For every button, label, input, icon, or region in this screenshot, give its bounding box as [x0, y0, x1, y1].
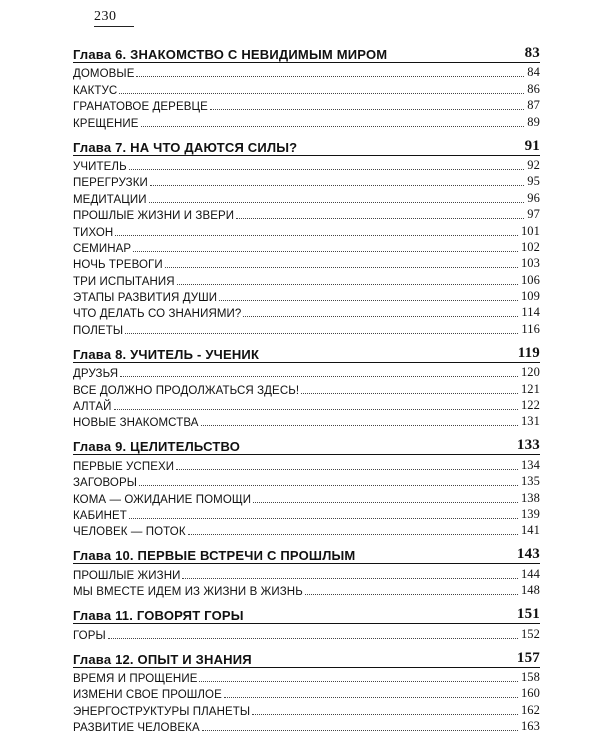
dot-leader [199, 681, 517, 682]
toc-entry [73, 489, 540, 505]
chapter-section [73, 137, 540, 337]
chapter-heading [73, 44, 540, 63]
entry-page-number: 162 [520, 702, 540, 717]
entry-page-number: 106 [520, 272, 540, 287]
entry-page-number: 101 [520, 223, 540, 238]
chapter-title: Глава 10. ПЕРВЫЕ ВСТРЕЧИ С ПРОШЛЫМ [73, 548, 356, 564]
entry-title: ДОМОВЫЕ [73, 68, 135, 81]
entry-page-number: 141 [520, 523, 540, 538]
entry-page-number: 84 [527, 65, 540, 80]
dot-leader [243, 316, 518, 317]
chapter-heading [73, 605, 540, 624]
entry-title: ПЕРВЫЕ УСПЕХИ [73, 460, 175, 473]
chapter-title: Глава 11. ГОВОРЯТ ГОРЫ [73, 608, 244, 624]
toc-entry [73, 565, 540, 581]
entry-page-number: 103 [520, 256, 540, 271]
toc-entry [73, 173, 540, 189]
chapter-page-number: 119 [517, 344, 540, 361]
entry-title: ВРЕМЯ И ПРОЩЕНИЕ [73, 672, 198, 685]
entry-title: СЕМИНАР [73, 242, 132, 255]
dot-leader [305, 594, 518, 595]
dot-leader [119, 93, 524, 94]
chapter-title: Глава 7. НА ЧТО ДАЮТСЯ СИЛЫ? [73, 139, 298, 155]
toc-entry [73, 64, 540, 80]
toc-entry [73, 320, 540, 336]
dot-leader [253, 502, 518, 503]
dot-leader [201, 425, 518, 426]
entry-title: ГРАНАТОВОЕ ДЕРЕВЦЕ [73, 101, 208, 114]
dot-leader [114, 409, 518, 410]
chapter-page-number: 83 [524, 45, 540, 61]
entry-title: НОЧЬ ТРЕВОГИ [73, 259, 163, 272]
table-of-contents [73, 44, 540, 741]
chapter-page-number: 151 [516, 606, 540, 623]
toc-entry [73, 206, 540, 222]
chapter-page-number: 133 [516, 437, 540, 454]
toc-entry [73, 685, 540, 701]
chapter-page-number: 143 [516, 546, 540, 563]
toc-entry [73, 189, 540, 205]
entry-page-number: 120 [520, 365, 540, 380]
toc-entry [73, 157, 540, 173]
chapter-section [73, 436, 540, 538]
entry-page-number: 163 [520, 719, 540, 734]
toc-entry [73, 718, 540, 734]
entry-title: АЛТАЙ [73, 401, 112, 414]
chapter-heading [73, 436, 540, 455]
chapter-page-number: 157 [516, 649, 540, 666]
toc-entry [73, 456, 540, 472]
entry-title: ПЕРЕГРУЗКИ [73, 177, 148, 190]
dot-leader [129, 518, 518, 519]
entry-title: КРЕЩЕНИЕ [73, 117, 139, 130]
toc-entry [73, 380, 540, 396]
dot-leader [182, 578, 517, 579]
dot-leader [301, 393, 518, 394]
entry-title: ГОРЫ [73, 629, 106, 642]
entry-title: РАЗВИТИЕ ЧЕЛОВЕКА [73, 722, 200, 735]
toc-entry [73, 113, 540, 129]
entry-title: ВСЕ ДОЛЖНО ПРОДОЛЖАТЬСЯ ЗДЕСЬ! [73, 384, 300, 397]
toc-entry [73, 255, 540, 271]
entry-title: ЭНЕРГОСТРУКТУРЫ ПЛАНЕТЫ [73, 705, 251, 718]
page-number: 230 [94, 9, 134, 27]
entry-title: ТИХОН [73, 226, 114, 239]
toc-entry [73, 288, 540, 304]
entry-title: МЕДИТАЦИИ [73, 193, 147, 206]
dot-leader [176, 469, 518, 470]
toc-entry [73, 222, 540, 238]
toc-entry [73, 364, 540, 380]
toc-entry [73, 97, 540, 113]
entry-page-number: 97 [527, 207, 540, 222]
dot-leader [141, 126, 525, 127]
entry-page-number: 139 [520, 506, 540, 521]
chapter-heading [73, 137, 540, 156]
entry-page-number: 160 [520, 686, 540, 701]
entry-page-number: 131 [520, 414, 540, 429]
entry-title: ЧЕЛОВЕК — ПОТОК [73, 526, 186, 539]
dot-leader [188, 534, 518, 535]
dot-leader [236, 218, 524, 219]
entry-page-number: 135 [520, 474, 540, 489]
dot-leader [224, 697, 518, 698]
dot-leader [133, 251, 518, 252]
entry-title: ИЗМЕНИ СВОЕ ПРОШЛОЕ [73, 689, 222, 702]
dot-leader [120, 376, 518, 377]
chapter-title: Глава 9. ЦЕЛИТЕЛЬСТВО [73, 439, 241, 455]
chapter-title: Глава 6. ЗНАКОМСТВО С НЕВИДИМЫМ МИРОМ [73, 47, 388, 62]
entry-page-number: 95 [527, 174, 540, 189]
toc-entry [73, 473, 540, 489]
entry-page-number: 148 [520, 583, 540, 598]
dot-leader [136, 76, 524, 77]
toc-entry [73, 413, 540, 429]
entry-title: ДРУЗЬЯ [73, 368, 119, 381]
entry-title: ТРИ ИСПЫТАНИЯ [73, 275, 175, 288]
entry-page-number: 89 [527, 114, 540, 129]
dot-leader [252, 714, 518, 715]
chapter-section [73, 344, 540, 430]
entry-title: МЫ ВМЕСТЕ ИДЕМ ИЗ ЖИЗНИ В ЖИЗНЬ [73, 586, 303, 599]
toc-entry [73, 506, 540, 522]
entry-title: УЧИТЕЛЬ [73, 160, 127, 173]
toc-entry [73, 397, 540, 413]
entry-page-number: 87 [527, 98, 540, 113]
entry-title: ПОЛЕТЫ [73, 324, 124, 337]
toc-entry [73, 239, 540, 255]
entry-page-number: 96 [527, 190, 540, 205]
entry-page-number: 122 [520, 398, 540, 413]
dot-leader [150, 185, 524, 186]
chapter-title: Глава 12. ОПЫТ И ЗНАНИЯ [73, 651, 252, 667]
entry-page-number: 138 [520, 490, 540, 505]
chapter-section [73, 649, 540, 735]
chapter-heading [73, 545, 540, 564]
dot-leader [219, 300, 518, 301]
entry-page-number: 116 [521, 321, 540, 336]
toc-entry [73, 271, 540, 287]
entry-page-number: 152 [520, 626, 540, 641]
entry-page-number: 102 [520, 239, 540, 254]
dot-leader [177, 284, 518, 285]
chapter-section [73, 545, 540, 598]
dot-leader [210, 109, 524, 110]
entry-page-number: 114 [521, 305, 540, 320]
chapter-heading [73, 649, 540, 668]
entry-page-number: 109 [520, 289, 540, 304]
dot-leader [115, 235, 518, 236]
entry-title: ЭТАПЫ РАЗВИТИЯ ДУШИ [73, 292, 218, 305]
chapter-page-number: 91 [524, 137, 540, 154]
entry-title: КОМА — ОЖИДАНИЕ ПОМОЩИ [73, 493, 252, 506]
entry-page-number: 92 [527, 157, 540, 172]
toc-entry [73, 304, 540, 320]
toc-entry [73, 701, 540, 717]
toc-entry [73, 80, 540, 96]
toc-entry [73, 625, 540, 641]
dot-leader [129, 169, 525, 170]
entry-page-number: 134 [520, 457, 540, 472]
entry-title: КАБИНЕТ [73, 509, 127, 522]
entry-page-number: 144 [520, 566, 540, 581]
toc-entry [73, 582, 540, 598]
dot-leader [149, 202, 525, 203]
chapter-section [73, 605, 540, 641]
entry-title: НОВЫЕ ЗНАКОМСТВА [73, 417, 199, 430]
toc-entry [73, 669, 540, 685]
chapter-section [73, 44, 540, 130]
dot-leader [165, 267, 518, 268]
entry-title: ПРОШЛЫЕ ЖИЗНИ И ЗВЕРИ [73, 210, 235, 223]
entry-title: ЗАГОВОРЫ [73, 477, 138, 490]
chapter-heading [73, 344, 540, 363]
toc-entry [73, 522, 540, 538]
entry-title: ПРОШЛЫЕ ЖИЗНИ [73, 569, 181, 582]
entry-title: КАКТУС [73, 84, 118, 97]
entry-title: ЧТО ДЕЛАТЬ СО ЗНАНИЯМИ? [73, 308, 242, 321]
entry-page-number: 158 [520, 669, 540, 684]
chapter-title: Глава 8. УЧИТЕЛЬ - УЧЕНИК [73, 346, 260, 362]
entry-page-number: 86 [527, 81, 540, 96]
entry-page-number: 121 [520, 381, 540, 396]
dot-leader [202, 730, 518, 731]
dot-leader [125, 333, 518, 334]
dot-leader [139, 485, 518, 486]
dot-leader [108, 638, 518, 639]
